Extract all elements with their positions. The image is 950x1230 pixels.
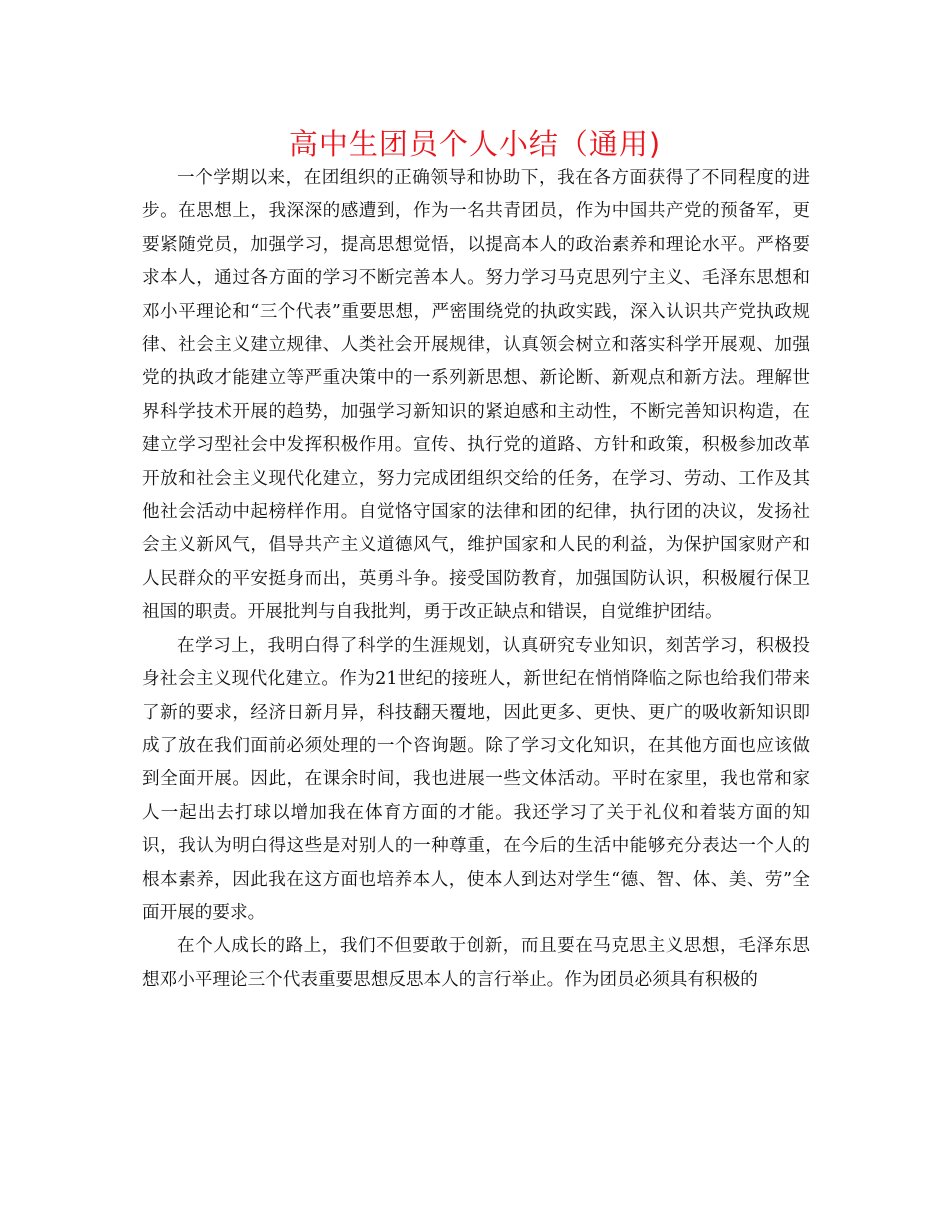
paragraph: 在学习上，我明白得了科学的生涯规划，认真研究专业知识，刻苦学习，积极投身社会主义现代化建立。作为21世纪的接班人，新世纪在悄悄降临之际也给我们带来了新的要求，经济日新月异，科技翻天覆地，因此更多、更快、更广的吸收新知识即成了放在我们面前必须处理的一个咨询题。除了学习文化知识，在其他方面也应该做到全面开展。因此，在课余时间，我也进展一些文体活动。平时在家里，我也常和家人一起出去打球以增加我在体育方面的才能。我还学习了关于礼仪和着装方面的知识，我认为明白得这些是对别人的一种尊重，在今后的生活中能够充分表达一个人的根本素养，因此我在这方面也培养本人，使本人到达对学生“德、智、体、美、劳”全面开展的要求。 [142, 635, 810, 923]
paragraph: 在个人成长的路上，我们不但要敢于创新，而且要在马克思主义思想，毛泽东思想邓小平理论三个代表重要思想反思本人的言行举止。作为团员必须具有积极的 [142, 936, 810, 990]
document-title: 高中生团员个人小结（通用) [288, 127, 662, 161]
paragraph: 一个学期以来，在团组织的正确领导和协助下，我在各方面获得了不同程度的进步。在思想上，我深深的感遭到，作为一名共青团员，作为中国共产党的预备军，更要紧随党员，加强学习，提高思想觉悟，以提高本人的政治素养和理论水平。严格要求本人，通过各方面的学习不断完善本人。努力学习马克思列宁主义、毛泽东思想和邓小平理论和“三个代表”重要思想，严密围绕党的执政实践，深入认识共产党执政规律、社会主义建立规律、人类社会开展规律，认真领会树立和落实科学开展观、加强党的执政才能建立等严重决策中的一系列新思想、新论断、新观点和新方法。理解世界科学技术开展的趋势，加强学习新知识的紧迫感和主动性，不断完善知识构造，在建立学习型社会中发挥积极作用。宣传、执行党的道路、方针和政策，积极参加改革开放和社会主义现代化建立，努力完成团组织交给的任务，在学习、劳动、工作及其他社会活动中起榜样作用。自觉恪守国家的法律和团的纪律，执行团的决议，发扬社会主义新风气，倡导共产主义道德风气，维护国家和人民的利益，为保护国家财产和人民群众的平安挺身而出，英勇斗争。接受国防教育，加强国防认识，积极履行保卫祖国的职责。开展批判与自我批判，勇于改正缺点和错误，自觉维护团结。 [142, 168, 810, 623]
document-body [142, 162, 810, 997]
